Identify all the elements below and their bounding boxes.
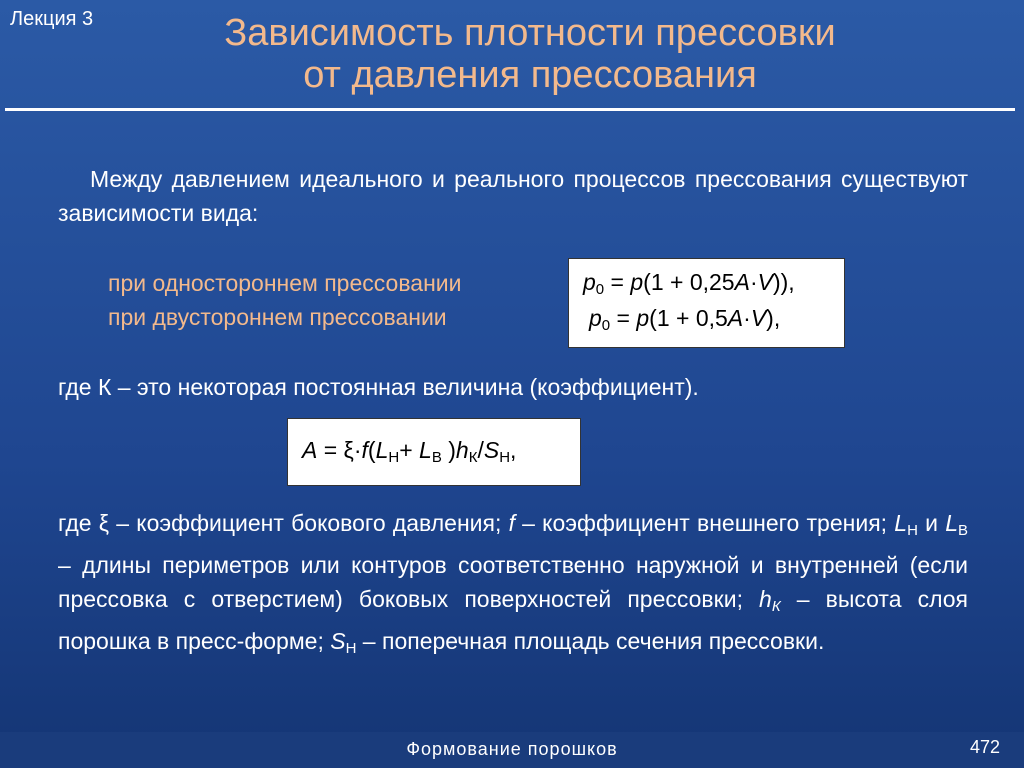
a-formula-box [287,418,581,486]
title-line-2: от давления прессования [303,54,757,96]
slide-title [100,12,960,96]
k-note: где К – это некоторая постоянная величина (коэффициент). [58,374,699,400]
formula-one-sided: $p_0 = p(1 + 0,25A\cdot V)$), [583,269,795,298]
page-number: 472 [969,737,1000,757]
case-one-sided: при одностороннем прессовании [108,270,462,296]
lecture-label: Лекция 3 [10,8,94,30]
pressure-formulas-box [568,258,845,348]
formula-a: $A = \xi\cdot f(L_Н+ L_В$ )$h_К/S_Н$, [302,437,517,466]
formula-two-sided: $p_0 = p(1 + 0,5A\cdot V)$, [589,305,781,334]
case-two-sided: при двустороннем прессовании [108,304,447,330]
title-underline [5,108,1015,111]
footer-title: Формование порошков [406,739,618,759]
title-line-1: Зависимость плотности прессовки [224,12,836,54]
intro-paragraph: Между давлением идеального и реального процессов прессования существуют зависимости вида: [58,166,968,226]
explanation-paragraph: где ξ – коэффициент бокового давления; f – коэффициент внешнего трения; $L_Н$ и $L_В$ – длины периметров или контуров соответственно наружной и внутренней (если прессовка с отверстием) боковых поверхностей прессовки; $h_К$ – высота слоя порошка в пресс-форме; $S_Н$ – поперечная площадь сечения прессовки. [58,510,969,657]
